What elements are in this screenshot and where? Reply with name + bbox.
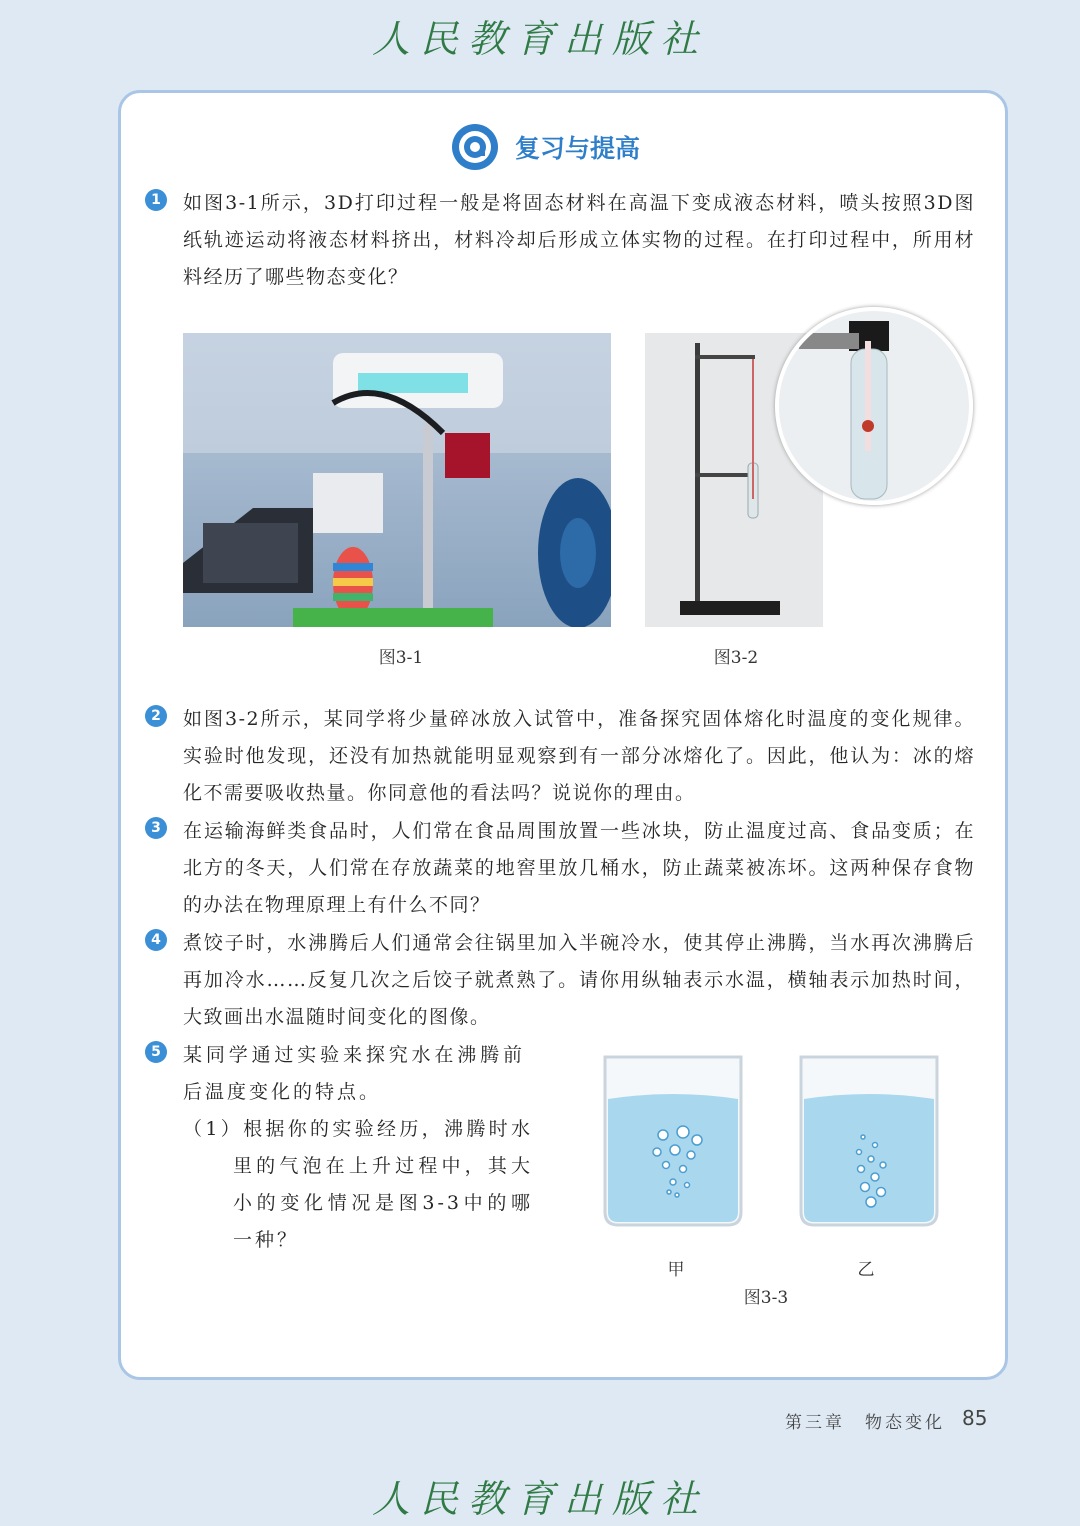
beaker-jia [605, 1057, 741, 1225]
beaker-yi [801, 1057, 937, 1225]
target-icon [451, 123, 499, 171]
question-1 [145, 185, 975, 296]
figure-3d-printer-photo [183, 333, 611, 627]
question-text: 在运输海鲜类食品时，人们常在食品周围放置一些冰块，防止温度过高、食品变质；在北方的冬天，人们常在存放蔬菜的地窖里放几桶水，防止蔬菜被冻坏。这两种保存食物的办法在物理原理上有什么不同？ [183, 820, 975, 916]
question-text: 某同学通过实验来探究水在沸腾前后温度变化的特点。 [183, 1044, 525, 1103]
page-number: 85 [962, 1406, 988, 1430]
publisher-watermark-bottom: 人民教育出版社 [371, 1477, 708, 1521]
figure-test-tube-zoom-inset [775, 307, 973, 505]
question-number: 5 [145, 1041, 167, 1063]
question-number: 1 [145, 189, 167, 211]
question-2 [145, 701, 975, 812]
question-text: 如图3-2所示，某同学将少量碎冰放入试管中，准备探究固体熔化时温度的变化规律。实验时他发现，还没有加热就能明显观察到有一部分冰熔化了。因此，他认为：冰的熔化不需要吸收热量。你同意他的看法吗？说说你的理由。 [183, 708, 975, 804]
question-4 [145, 925, 975, 1036]
question-3 [145, 813, 975, 924]
section-heading [451, 123, 640, 171]
beaker-jia-label: 甲 [667, 1260, 685, 1280]
question-number: 3 [145, 817, 167, 839]
chapter-title: 第三章 物态变化 [785, 1413, 945, 1433]
figure-3-2-caption: 图3-2 [713, 648, 759, 668]
question-number: 2 [145, 705, 167, 727]
section-title: 复习与提高 [515, 134, 641, 163]
question-number: 4 [145, 929, 167, 951]
figure-beakers [591, 1037, 951, 1227]
publisher-watermark-top: 人民教育出版社 [371, 17, 708, 61]
figure-3-1-caption: 图3-1 [378, 648, 424, 668]
beaker-yi-label: 乙 [857, 1260, 875, 1280]
question-5 [145, 1037, 533, 1259]
question-text: 如图3-1所示，3D打印过程一般是将固态材料在高温下变成液态材料，喷头按照3D图纸轨迹运动将液态材料挤出，材料冷却后形成立体实物的过程。在打印过程中，所用材料经历了哪些物态变化？ [183, 192, 975, 288]
sub-question-1: （1）根据你的实验经历，沸腾时水里的气泡在上升过程中，其大小的变化情况是图3-3中的哪一种？ [183, 1118, 533, 1251]
question-text: 煮饺子时，水沸腾后人们通常会往锅里加入半碗冷水，使其停止沸腾，当水再次沸腾后再加冷水……反复几次之后饺子就煮熟了。请你用纵轴表示水温，横轴表示加热时间，大致画出水温随时间变化的图像。 [183, 932, 975, 1028]
figure-3-3-caption: 图3-3 [743, 1288, 789, 1308]
review-section-card [118, 90, 1008, 1380]
